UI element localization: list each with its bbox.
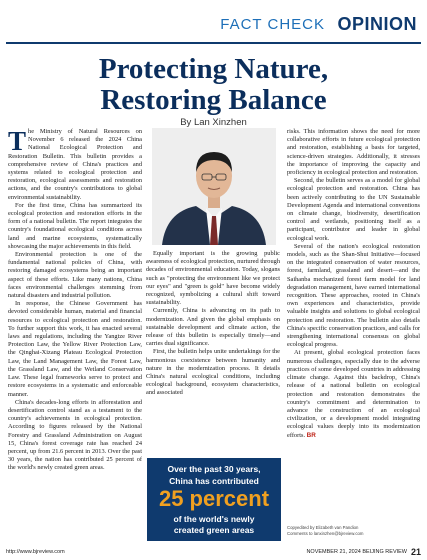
paragraph: In response, the Chinese Government has devoted considerable human, material and financial resources to ecological protection and restoration. To further support this work, it has enacted several laws and regulations, including the Yangtze River Protection Law, the Yellow River Protection Law, the Qinghai-Xizang Plateau Ecological Protection Law, the Land Management Law, the Forest Law, the Grassland Law, and the Wetland Conservation Law. These legal frameworks serve to protect and restore ecosystems in a systematic and enforceable manner. (8, 300, 142, 398)
paragraph: Equally important is the growing public awareness of ecological protection, nurtured through decades of environmental education. Today, slogans such as "protecting the environment like we protect our eyes" and "green is gold" have become widely recognized, symbolizing a cultural shift toward sustainability. (146, 250, 280, 307)
article-title-line-1: Protecting Nature, (98, 53, 329, 85)
article-title-line-2: Restoring Balance (100, 84, 327, 116)
paragraph: risks. This information shows the need for more collaborative efforts in future ecological protection and restoration, establishing a basis for targeted, science-driven strategies. Additionally, it stresses the importance of improving the capacity and proficiency in ecological protection and restoration. (287, 128, 420, 177)
callout-line-1: Over the past 30 years, (167, 464, 261, 474)
header-rule (6, 42, 421, 44)
column-2 (146, 250, 280, 452)
paragraph: China's decades-long efforts in afforestation and desertification control stand as a testament to the country's achievements in ecological protection. According to figures released by the National Forestry and Grassland Administration on August 15, China's forest coverage rate has reached 24 percent, up from 21.6 percent in 2013. Over the past 30 years, the nation has contributed 25 percent of the world's newly created green areas. (8, 398, 142, 472)
section-label-opinion: OPINION (337, 14, 417, 34)
byline: By Lan Xinzhen (180, 117, 247, 128)
paragraph: Currently, China is advancing on its path to modernization. And given the global emphasis on sustainable development and climate action, the release of this bulletin is especially timely—and carries dual significance. (146, 307, 280, 348)
paragraph: Several of the nation's ecological restoration models, such as the Shan-Shui Initiative—focused on the integrated conservation of water resources, forest, farmland, grassland and desert—and the Saihanba mechanized forest farm model for land degradation management, have earned international recognition. These approaches, rooted in China's own experiences and characteristics, provide valuable insights and solutions to global ecological protection and restoration. The bulletin also details China's specific conservation practices, and calls for strengthening international consensus on global ecological progress. (287, 242, 420, 349)
callout-line-5: created green areas (173, 525, 255, 535)
paragraph-text: At present, global ecological protection faces numerous challenges, especially due to the adverse practices of some developed countries in addressing climate change. Against this backdrop, China's release of a national bulletin on ecological protection and restoration demonstrates the country's commitment and determination to advance the construction of an ecological civilization, or a development model integrating ecological values deeply into its modernization efforts. (287, 349, 420, 439)
paragraph (8, 128, 142, 202)
section-label-fact-check: FACT CHECK (220, 16, 325, 33)
paragraph: First, the bulletin helps unite undertakings for the harmonious coexistence between humanity and nature in the modernization process. It details China's natural ecological conditions, including ecological background, ecosystem characteristics, and associated (146, 348, 280, 397)
article-title (0, 54, 427, 116)
paragraph-text: he Ministry of Natural Resources on November 6 released the 2024 China National Ecological Protection and Restoration Bulletin. This bulletin provides a comprehensive review of China's practices and systems related to ecological protection and restoration, ecological assessments and restoration actions, and the country's contributions to global environmental sustainability. (8, 128, 142, 201)
footer-issue-date: NOVEMBER 21, 2024 BEIJING REVIEW (306, 549, 407, 555)
drop-cap: T (8, 128, 27, 156)
callout-line-2: China has contributed (169, 476, 259, 486)
page-number: 21 (410, 547, 421, 557)
column-1 (8, 128, 142, 541)
end-mark: BR (306, 431, 316, 439)
author-portrait-icon (152, 128, 276, 245)
credits (287, 525, 420, 537)
paragraph: For the first time, China has summarized its ecological protection and restoration efforts in the form of a national bulletin. The report integrates the country's foundational ecological conditions across land and marine ecosystems, systematically showcasing the major achievements in this field. (8, 201, 142, 250)
column-3 (287, 128, 420, 523)
footer-url[interactable]: http://www.bjreview.com (6, 549, 65, 555)
page-footer (6, 544, 421, 558)
pull-quote-callout (147, 458, 281, 541)
paragraph: Second, the bulletin serves as a model for global ecological protection and restoration. China has been actively contributing to the UN Sustainable Development Agenda and international conventions on climate change, biodiversity, desertification control and wetlands, positioning itself as a participant, contributor and leader in global ecological work. (287, 177, 420, 242)
author-portrait-photo (152, 128, 276, 245)
paragraph: Environmental protection is one of the fundamental national policies of China, with restoring damaged ecosystems being an important aspect of these efforts. Like many nations, China faces environmental challenges stemming from natural disasters and industrial pollution. (8, 251, 142, 300)
paragraph (287, 349, 420, 439)
section-header (0, 0, 427, 46)
callout-highlight: 25 percent (158, 486, 270, 511)
comments-contact: Comments to lanxinzhen@bjreview.com (287, 531, 364, 536)
copyeditor-credit: Copyedited by Elizabeth van Pandion (287, 525, 359, 530)
callout-line-4: of the world's newly (173, 514, 255, 524)
